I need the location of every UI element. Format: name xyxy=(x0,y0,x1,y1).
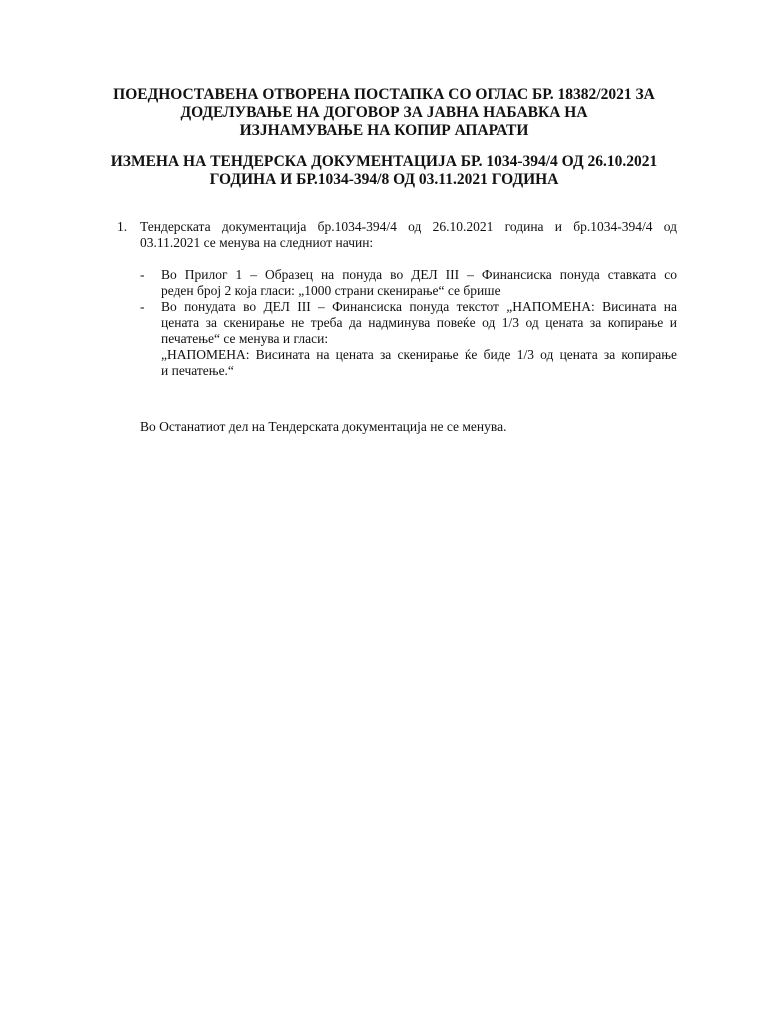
item-number: 1. xyxy=(117,219,128,234)
change-2-line-5: и печатење.“ xyxy=(161,363,234,378)
title-line-3: ИЗЈНАМУВАЊЕ НА КОПИР АПАРАТИ xyxy=(239,122,529,139)
change-1-line-2: реден број 2 која гласи: „1000 страни скенирање“ се брише xyxy=(161,283,501,298)
change-1-line-1: Во Прилог 1 – Образец на понуда во ДЕЛ III – Финансиска понуда ставката со xyxy=(161,267,677,282)
title-line-2: ДОДЕЛУВАЊЕ НА ДОГОВОР ЗА ЈАВНА НАБАВКА НА xyxy=(180,104,588,121)
change-2-line-1: Во понудата во ДЕЛ III – Финансиска понуда текстот „НАПОМЕНА: Висината на xyxy=(161,299,677,314)
item-text-line-1: Тендерската документација бр.1034-394/4 од 26.10.2021 година и бр.1034-394/4 од xyxy=(140,219,677,234)
change-item-2 xyxy=(140,299,677,379)
closing-paragraph: Во Останатиот дел на Тендерската документација не се менува. xyxy=(140,419,507,434)
item-text-line-2: 03.11.2021 се менува на следниот начин: xyxy=(140,235,374,250)
changes-list xyxy=(140,267,677,379)
subtitle-line-2: ГОДИНА И БР.1034-394/8 ОД 03.11.2021 ГОДИНА xyxy=(209,171,559,188)
change-item-1 xyxy=(140,267,677,299)
title-line-1: ПОЕДНОСТАВЕНА ОТВОРЕНА ПОСТАПКА СО ОГЛАС БР. 18382/2021 ЗА xyxy=(113,86,655,103)
dash-bullet: - xyxy=(140,267,145,282)
subtitle-line-1: ИЗМЕНА НА ТЕНДЕРСКА ДОКУМЕНТАЦИЈА БР. 1034-394/4 ОД 26.10.2021 xyxy=(110,153,658,170)
change-2-line-3: печатење“ се менува и гласи: xyxy=(161,331,329,346)
dash-bullet: - xyxy=(140,299,145,314)
document-title xyxy=(100,86,668,140)
item-text xyxy=(140,219,677,251)
change-2-line-4: „НАПОМЕНА: Висината на цената за скенирање ќе биде 1/3 од цената за копирање xyxy=(161,347,677,362)
numbered-item-1 xyxy=(117,219,677,251)
document-subtitle xyxy=(100,153,668,189)
change-2-line-2: цената за скенирање не треба да надминува повеќе од 1/3 од цената за копирање и xyxy=(161,315,677,330)
